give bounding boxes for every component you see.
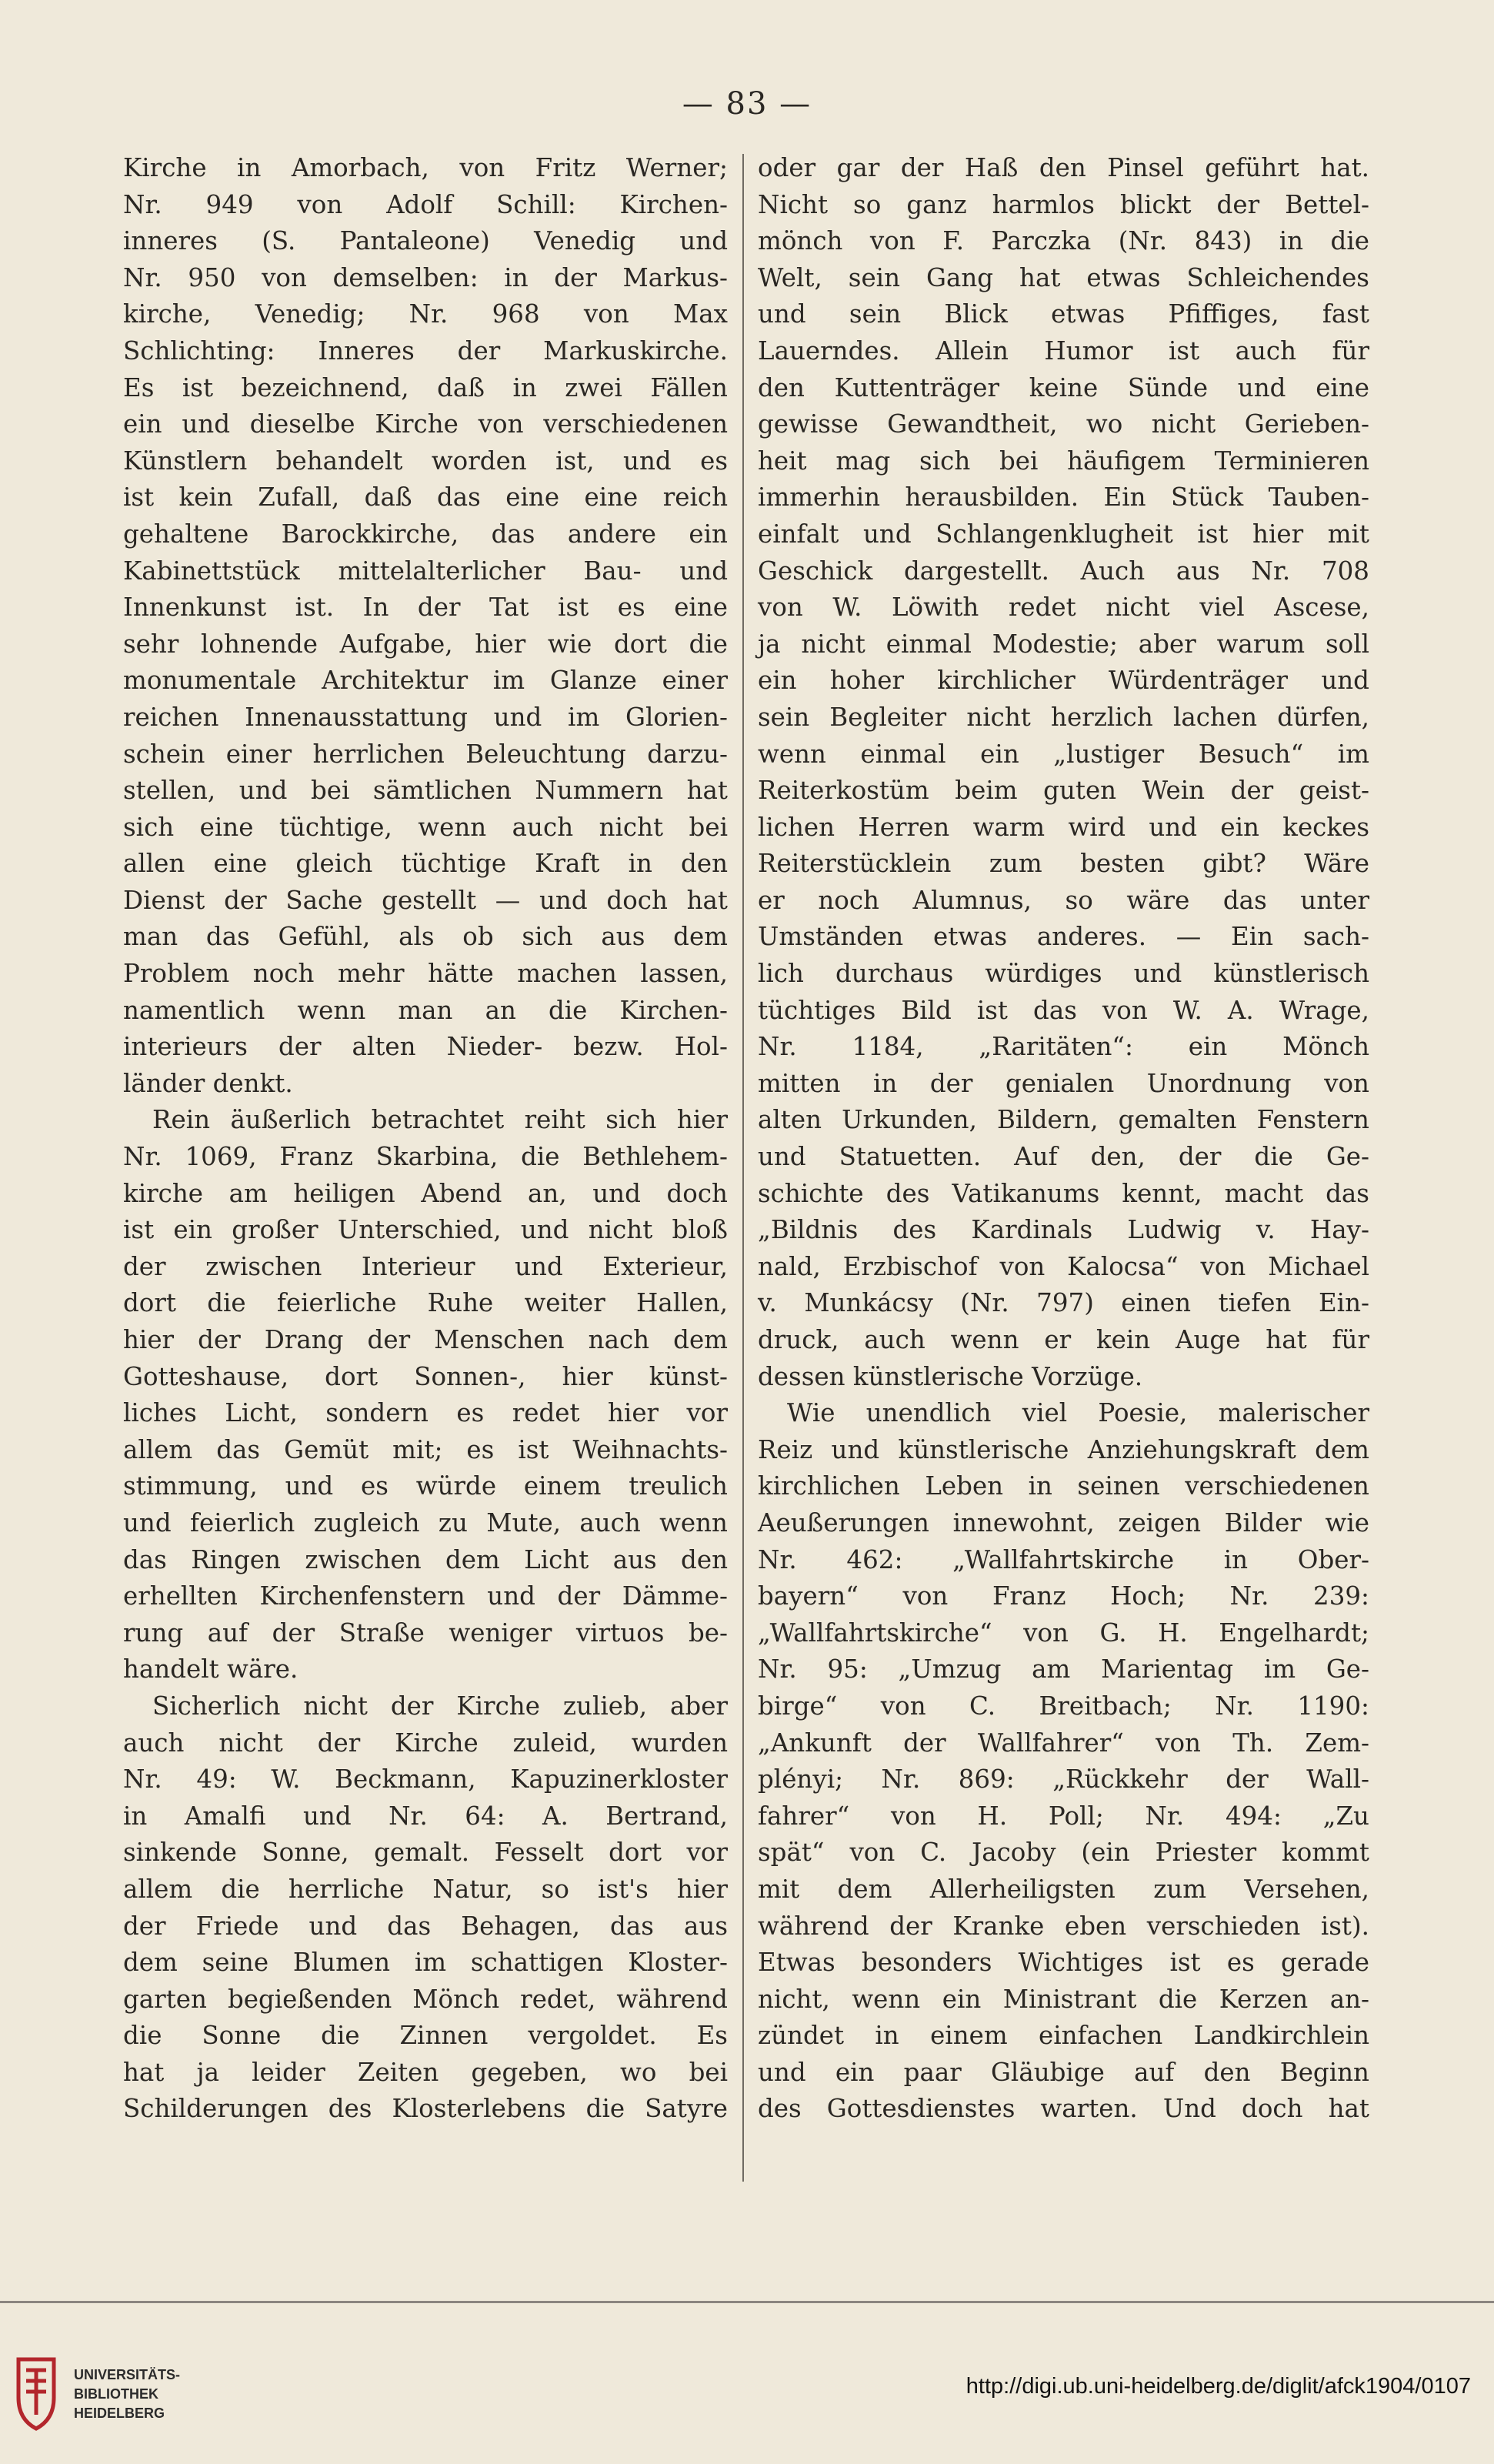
- text-line: einfalt und Schlangenklugheit ist hier mit: [758, 519, 1369, 549]
- text-line: Kirche in Amorbach, von Fritz Werner;: [123, 153, 728, 182]
- text-line: tüchtiges Bild ist das von W. A. Wrage,: [758, 995, 1369, 1025]
- text-line: sich eine tüchtige, wenn auch nicht bei: [123, 812, 728, 842]
- text-line: birge“ von C. Breitbach; Nr. 1190:: [758, 1691, 1369, 1721]
- text-line: heit mag sich bei häufigem Terminieren: [758, 446, 1369, 476]
- text-line: inneres (S. Pantaleone) Venedig und: [123, 226, 728, 256]
- text-line: hat ja leider Zeiten gegeben, wo bei: [123, 2057, 728, 2087]
- text-line: Reiterkostüm beim guten Wein der geist-: [758, 776, 1369, 806]
- page-number: — 83 —: [682, 86, 812, 122]
- text-line: sehr lohnende Aufgabe, hier wie dort die: [123, 629, 728, 659]
- text-line: lichen Herren warm wird und ein keckes: [758, 812, 1369, 842]
- text-line: dessen künstlerische Vorzüge.: [758, 1361, 1143, 1391]
- text-line: Nicht so ganz harmlos blickt der Bettel-: [758, 189, 1369, 219]
- text-line: von W. Löwith redet nicht viel Ascese,: [758, 593, 1369, 623]
- text-line: reichen Innenausstattung und im Glorien-: [123, 702, 728, 732]
- text-line: Schilderungen des Klosterlebens die Satyre: [123, 2094, 728, 2124]
- text-line: „Bildnis des Kardinals Ludwig v. Hay-: [758, 1215, 1369, 1245]
- library-logo[interactable]: [14, 2355, 191, 2439]
- text-line: Nr. 462: „Wallfahrtskirche in Ober-: [758, 1544, 1369, 1574]
- text-line: mönch von F. Parczka (Nr. 843) in die: [758, 226, 1369, 256]
- text-line: und feierlich zugleich zu Mute, auch wenn: [123, 1507, 728, 1537]
- text-line: auch nicht der Kirche zuleid, wurden: [123, 1728, 728, 1758]
- text-line: Es ist bezeichnend, daß in zwei Fällen: [123, 372, 728, 402]
- text-line: monumentale Architektur im Glanze einer: [123, 666, 728, 696]
- text-line: die Sonne die Zinnen vergoldet. Es: [123, 2021, 728, 2051]
- text-line: erhellten Kirchenfenstern und der Dämme-: [123, 1581, 728, 1611]
- text-line: dem seine Blumen im schattigen Kloster-: [123, 1948, 728, 1978]
- text-line: sein Begleiter nicht herzlich lachen dürfen,: [758, 702, 1369, 732]
- text-line: der zwischen Interieur und Exterieur,: [123, 1251, 728, 1281]
- text-line: des Gottesdienstes warten. Und doch hat: [758, 2094, 1369, 2124]
- text-line: Lauerndes. Allein Humor ist auch für: [758, 336, 1369, 366]
- text-line: Nr. 49: W. Beckmann, Kapuzinerkloster: [123, 1765, 728, 1795]
- text-line: länder denkt.: [123, 1068, 293, 1098]
- text-column-left: [123, 150, 728, 2182]
- library-name-line-2: BIBLIOTHEK: [74, 2386, 158, 2402]
- footer-divider: [0, 2301, 1494, 2303]
- university-library-logo-icon: [14, 2355, 58, 2432]
- text-line: zündet in einem einfachen Landkirchlein: [758, 2021, 1369, 2051]
- text-line: allem das Gemüt mit; es ist Weihnachts-: [123, 1434, 728, 1464]
- text-line: Wie unendlich viel Poesie, malerischer: [787, 1398, 1369, 1428]
- text-line: Geschick dargestellt. Auch aus Nr. 708: [758, 556, 1369, 586]
- text-line: stellen, und bei sämtlichen Nummern hat: [123, 776, 728, 806]
- text-line: Nr. 95: „Umzug am Marientag im Ge-: [758, 1654, 1369, 1684]
- text-line: allen eine gleich tüchtige Kraft in den: [123, 849, 728, 879]
- text-line: Reiz und künstlerische Anziehungskraft dem: [758, 1434, 1369, 1464]
- text-line: Gotteshause, dort Sonnen-, hier künst-: [123, 1361, 728, 1391]
- library-name: [74, 2366, 180, 2423]
- source-url-link[interactable]: http://digi.ub.uni-heidelberg.de/diglit/afck1904/0107: [965, 2374, 1471, 2399]
- text-line: namentlich wenn man an die Kirchen-: [123, 995, 728, 1025]
- text-line: Nr. 1069, Franz Skarbina, die Bethlehem-: [123, 1142, 728, 1172]
- text-line: Schlichting: Inneres der Markuskirche.: [123, 336, 728, 366]
- text-line: nicht, wenn ein Ministrant die Kerzen an-: [758, 1984, 1369, 2014]
- text-line: in Amalfi und Nr. 64: A. Bertrand,: [123, 1801, 728, 1831]
- text-line: hier der Drang der Menschen nach dem: [123, 1325, 728, 1354]
- text-line: ein und dieselbe Kirche von verschiedenen: [123, 409, 728, 439]
- text-line: Rein äußerlich betrachtet reiht sich hier: [152, 1105, 728, 1135]
- text-line: Etwas besonders Wichtiges ist es gerade: [758, 1948, 1369, 1978]
- text-line: handelt wäre.: [123, 1654, 298, 1684]
- text-line: gewisse Gewandtheit, wo nicht Gerieben-: [758, 409, 1369, 439]
- text-column-right: [758, 150, 1369, 2182]
- text-line: während der Kranke eben verschieden ist).: [758, 1911, 1369, 1941]
- text-line: er noch Alumnus, so wäre das unter: [758, 885, 1369, 915]
- text-line: mit dem Allerheiligsten zum Versehen,: [758, 1874, 1369, 1904]
- text-line: und Statuetten. Auf den, der die Ge-: [758, 1142, 1369, 1172]
- text-line: garten begießenden Mönch redet, während: [123, 1984, 728, 2014]
- text-line: dort die feierliche Ruhe weiter Hallen,: [123, 1288, 728, 1318]
- text-line: schichte des Vatikanums kennt, macht das: [758, 1178, 1369, 1208]
- text-line: Umständen etwas anderes. — Ein sach-: [758, 922, 1369, 952]
- text-line: Innenkunst ist. In der Tat ist es eine: [123, 593, 728, 623]
- text-line: stimmung, und es würde einem treulich: [123, 1471, 728, 1501]
- text-line: Reiterstücklein zum besten gibt? Wäre: [758, 849, 1369, 879]
- text-line: wenn einmal ein „lustiger Besuch“ im: [758, 739, 1369, 769]
- text-line: kirche am heiligen Abend an, und doch: [123, 1178, 728, 1208]
- text-line: mitten in der genialen Unordnung von: [758, 1068, 1369, 1098]
- text-line: rung auf der Straße weniger virtuos be-: [123, 1618, 728, 1648]
- text-line: lich durchaus würdiges und künstlerisch: [758, 959, 1369, 989]
- text-line: ist kein Zufall, daß das eine eine reich: [123, 482, 728, 512]
- text-line: „Ankunft der Wallfahrer“ von Th. Zem-: [758, 1728, 1369, 1758]
- text-line: fahrer“ von H. Poll; Nr. 494: „Zu: [758, 1801, 1369, 1831]
- library-name-line-3: HEIDELBERG: [74, 2406, 165, 2421]
- library-name-line-1: UNIVERSITÄTS-: [74, 2367, 181, 2382]
- text-line: schein einer herrlichen Beleuchtung darzu-: [123, 739, 728, 769]
- text-line: kirchlichen Leben in seinen verschiedenen: [758, 1471, 1369, 1501]
- text-line: nald, Erzbischof von Kalocsa“ von Michael: [758, 1251, 1369, 1281]
- text-line: Welt, sein Gang hat etwas Schleichendes: [758, 262, 1369, 292]
- text-line: sinkende Sonne, gemalt. Fesselt dort vor: [123, 1838, 728, 1868]
- text-line: Nr. 1184, „Raritäten“: ein Mönch: [758, 1032, 1369, 1062]
- text-line: man das Gefühl, als ob sich aus dem: [123, 922, 728, 952]
- text-line: Dienst der Sache gestellt — und doch hat: [123, 885, 728, 915]
- text-line: Sicherlich nicht der Kirche zulieb, aber: [152, 1691, 728, 1721]
- text-line: kirche, Venedig; Nr. 968 von Max: [123, 299, 728, 329]
- text-line: ja nicht einmal Modestie; aber warum soll: [758, 629, 1369, 659]
- text-line: oder gar der Haß den Pinsel geführt hat.: [758, 153, 1369, 182]
- text-line: spät“ von C. Jacoby (ein Priester kommt: [758, 1838, 1369, 1868]
- text-line: Künstlern behandelt worden ist, und es: [123, 446, 728, 476]
- text-line: „Wallfahrtskirche“ von G. H. Engelhardt;: [758, 1618, 1369, 1648]
- text-line: das Ringen zwischen dem Licht aus den: [123, 1544, 728, 1574]
- text-line: und ein paar Gläubige auf den Beginn: [758, 2057, 1369, 2087]
- text-line: allem die herrliche Natur, so ist's hier: [123, 1874, 728, 1904]
- text-line: gehaltene Barockkirche, das andere ein: [123, 519, 728, 549]
- text-line: Kabinettstück mittelalterlicher Bau- und: [123, 556, 728, 586]
- text-line: druck, auch wenn er kein Auge hat für: [758, 1325, 1369, 1354]
- text-line: plényi; Nr. 869: „Rückkehr der Wall-: [758, 1765, 1369, 1795]
- text-line: Nr. 949 von Adolf Schill: Kirchen-: [123, 189, 728, 219]
- text-line: immerhin herausbilden. Ein Stück Tauben-: [758, 482, 1369, 512]
- text-line: ist ein großer Unterschied, und nicht bloß: [123, 1215, 728, 1245]
- column-divider: [742, 154, 744, 2182]
- text-line: Problem noch mehr hätte machen lassen,: [123, 959, 728, 989]
- text-line: Aeußerungen innewohnt, zeigen Bilder wie: [758, 1507, 1369, 1537]
- text-line: und sein Blick etwas Pfiffiges, fast: [758, 299, 1369, 329]
- text-line: ein hoher kirchlicher Würdenträger und: [758, 666, 1369, 696]
- text-line: Nr. 950 von demselben: in der Markus-: [123, 262, 728, 292]
- text-line: v. Munkácsy (Nr. 797) einen tiefen Ein-: [758, 1288, 1369, 1318]
- text-line: bayern“ von Franz Hoch; Nr. 239:: [758, 1581, 1369, 1611]
- text-line: interieurs der alten Nieder- bezw. Hol-: [123, 1032, 728, 1062]
- text-line: der Friede und das Behagen, das aus: [123, 1911, 728, 1941]
- text-line: alten Urkunden, Bildern, gemalten Fenstern: [758, 1105, 1369, 1135]
- text-line: liches Licht, sondern es redet hier vor: [123, 1398, 728, 1428]
- text-line: den Kuttenträger keine Sünde und eine: [758, 372, 1369, 402]
